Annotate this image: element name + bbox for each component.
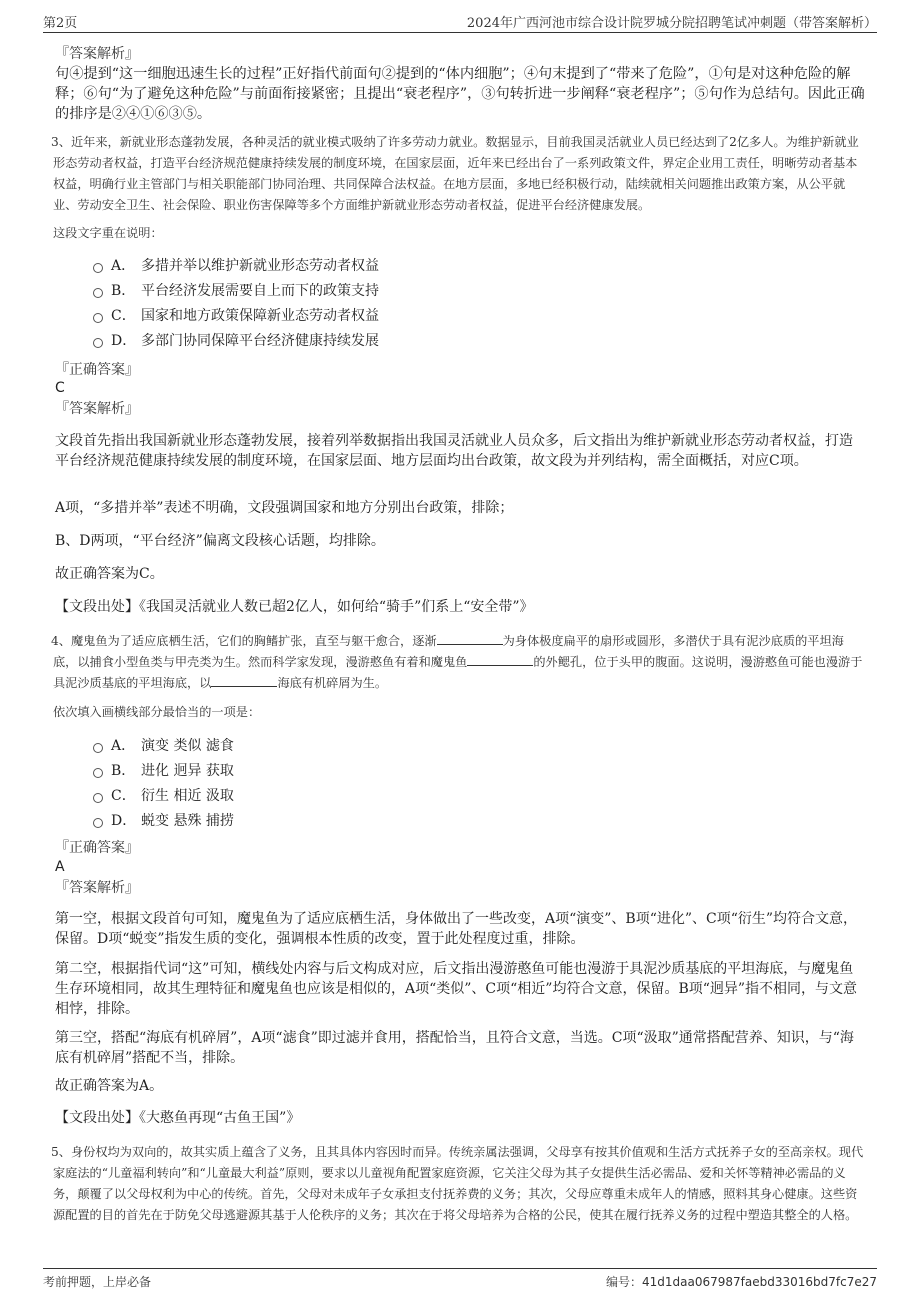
document-title: 2024年广西河池市综合设计院罗城分院招聘笔试冲刺题（带答案解析）: [466, 16, 877, 31]
q4-prompt: 依次填入画横线部分最恰当的一项是：: [53, 705, 261, 719]
q3-source: [55, 597, 865, 617]
q4-text-1: 4、魔鬼鱼为了适应底栖生活，它们的胸鳍扩张，直至与躯干愈合，逐渐: [51, 634, 437, 648]
option-letter: A．: [111, 738, 136, 754]
q3-prompt: 这段文字重在说明：: [53, 226, 163, 240]
blank-line: [437, 632, 503, 645]
option-text: 衍生 相近 汲取: [141, 788, 234, 804]
radio-icon[interactable]: [93, 768, 103, 778]
radio-icon[interactable]: [93, 338, 103, 348]
document-code: 编号：41d1daa067987faebd33016bd7fc7e27: [605, 1275, 877, 1289]
option-text: 平台经济发展需要自上而下的政策支持: [141, 283, 379, 299]
q3-option-c[interactable]: [55, 304, 655, 329]
analysis-label: 『答案解析』: [55, 880, 139, 896]
q3-option-a[interactable]: [55, 254, 655, 279]
question-4: [53, 631, 867, 694]
option-text: 国家和地方政策保障新业态劳动者权益: [141, 308, 379, 324]
q4-option-a[interactable]: [55, 734, 655, 759]
q4-text-3: 的外鳃孔，位于头甲的腹面。这说明，漫游憨鱼可能也漫游于具泥沙质基底的平坦海底，以: [53, 655, 863, 690]
q4-analysis-p1: 第一空，根据文段首句可知，魔鬼鱼为了适应底栖生活，身体做出了一些改变，A项“演变”、B项“进化”、C项“衍生”均符合文意，保留。D项“蜕变”指发生质的变化，强调根本性质的改变，置于此处程度过重，排除。: [55, 911, 858, 947]
option-letter: C．: [111, 308, 136, 324]
page-footer: [43, 1268, 877, 1291]
option-text: 演变 类似 滤食: [141, 738, 234, 754]
q4-text-4: 海底有机碎屑为生。: [277, 676, 388, 690]
q5-stem: 5、身份权均为双向的，故其实质上蕴含了义务，且其具体内容因时而异。传统亲属法强调，父母享有按其价值观和生活方式抚养子女的至高亲权。现代家庭法的“儿童福利转向”和“儿童最大利益”原则，要求以儿童视角配置家庭资源，它关注父母为其子女提供生活必需品、爱和关怀等精神必需品的义务，颠覆了以父母权利为中心的传统。首先，父母对未成年子女承担支付抚养费的义务；其次，父母应尊重未成年人的情感，照料其身心健康。这些资源配置的目的首先在于防免父母逃避源其基于人伦秩序的义务；其次在于将父母培养为合格的公民，使其在履行抚养义务的过程中塑造其整全的人格。: [51, 1145, 864, 1222]
radio-icon[interactable]: [93, 313, 103, 323]
source-label: 【文段出处】: [55, 599, 139, 615]
option-letter: C．: [111, 788, 136, 804]
q3-option-d[interactable]: [55, 329, 655, 354]
q3-options: [55, 254, 655, 354]
option-text: 进化 迥异 获取: [141, 763, 234, 779]
option-text: 多措并举以维护新就业形态劳动者权益: [141, 258, 379, 274]
q4-options: [55, 734, 655, 834]
q4-analysis-p4: 故正确答案为A。: [55, 1078, 164, 1094]
option-letter: B．: [111, 763, 136, 779]
q3-analysis-p4: 故正确答案为C。: [55, 566, 164, 582]
q2-analysis-text: 句④提到“这一细胞迅速生长的过程”正好指代前面句②提到的“体内细胞”；④句末提到了“带来了危险”，①句是对这种危险的解释；⑥句“为了避免这种危险”与前面衔接紧密；且提出“衰老程序”，③句转折进一步阐释“衰老程序”；⑤句作为总结句。因此正确的排序是②④①⑥③⑤。: [55, 66, 865, 122]
q4-answer: A: [55, 859, 65, 875]
q4-text-2: 为身体极度扁平的扇形或圆形，多潜伏于具有泥沙底质的平坦海底，以捕食小型鱼类与甲壳类为生。然而科学家发现，漫游憨鱼有着和魔鬼鱼: [53, 634, 844, 669]
q3-answer: C: [55, 380, 65, 396]
q3-analysis-p2: A项，“多措并举”表述不明确，文段强调国家和地方分别出台政策，排除；: [55, 500, 514, 516]
radio-icon[interactable]: [93, 743, 103, 753]
q4-source: [55, 1108, 865, 1128]
correct-answer-label: 『正确答案』: [55, 840, 139, 856]
q4-analysis-p3: 第三空，搭配“海底有机碎屑”，A项“滤食”即过滤并食用，搭配恰当，且符合文意，当选。C项“汲取”通常搭配营养、知识，与“海底有机碎屑”搭配不当，排除。: [55, 1030, 854, 1066]
page-header: [43, 10, 877, 33]
analysis-label: 『答案解析』: [55, 401, 139, 417]
option-text: 蜕变 悬殊 捕捞: [141, 813, 234, 829]
blank-line: [467, 653, 533, 666]
question-5: [53, 1142, 867, 1226]
analysis-label: 『答案解析』: [55, 46, 139, 62]
radio-icon[interactable]: [93, 263, 103, 273]
q4-analysis-p2: 第二空，根据指代词“这”可知，横线处内容与后文构成对应，后文指出漫游憨鱼可能也漫游于具泥沙质基底的平坦海底，与魔鬼鱼生存环境相同，故其生理特征和魔鬼鱼也应该是相似的，A项“类似”、C项“相近”均符合文意，保留。B项“迥异”指不相同，与文意相悖，排除。: [55, 961, 858, 1017]
q4-option-d[interactable]: [55, 809, 655, 834]
option-letter: D．: [111, 333, 137, 349]
q2-analysis-block: [55, 44, 865, 124]
radio-icon[interactable]: [93, 793, 103, 803]
footer-slogan: 考前押题，上岸必备: [43, 1275, 152, 1289]
q4-option-b[interactable]: [55, 759, 655, 784]
radio-icon[interactable]: [93, 818, 103, 828]
source-label: 【文段出处】: [55, 1110, 139, 1126]
q3-analysis-p1: 文段首先指出我国新就业形态蓬勃发展，接着列举数据指出我国灵活就业人员众多，后文指出为维护新就业形态劳动者权益，打造平台经济规范健康持续发展的制度环境，在国家层面、地方层面均出台政策，故文段为并列结构，需全面概括，对应C项。: [55, 433, 853, 469]
option-letter: B．: [111, 283, 136, 299]
source-title: 《大憨鱼再现“古鱼王国”》: [139, 1110, 301, 1126]
q3-analysis-p3: B、D两项，“平台经济”偏离文段核心话题，均排除。: [55, 533, 385, 549]
question-3: [53, 132, 867, 216]
q4-option-c[interactable]: [55, 784, 655, 809]
source-title: 《我国灵活就业人数已超2亿人，如何给“骑手”们系上“安全带”》: [139, 599, 534, 615]
q3-option-b[interactable]: [55, 279, 655, 304]
option-letter: D．: [111, 813, 137, 829]
page-number: 第2页: [43, 16, 78, 31]
option-letter: A．: [111, 258, 136, 274]
correct-answer-label: 『正确答案』: [55, 362, 139, 378]
option-text: 多部门协同保障平台经济健康持续发展: [141, 333, 379, 349]
blank-line: [211, 674, 277, 687]
q3-stem: 3、近年来，新就业形态蓬勃发展，各种灵活的就业模式吸纳了许多劳动力就业。数据显示，目前我国灵活就业人员已经达到了2亿多人。为维护新就业形态劳动者权益，打造平台经济规范健康持续发展的制度环境，在国家层面，近年来已经出台了一系列政策文件，界定企业用工责任，明晰劳动者基本权益，明确行业主管部门与相关职能部门协同治理、共同保障合法权益。在地方层面，多地已经积极行动，陆续就相关问题推出政策方案，从公平就业、劳动安全卫生、社会保险、职业伤害保障等多个方面维护新就业形态劳动者权益，促进平台经济健康发展。: [51, 135, 859, 212]
radio-icon[interactable]: [93, 288, 103, 298]
